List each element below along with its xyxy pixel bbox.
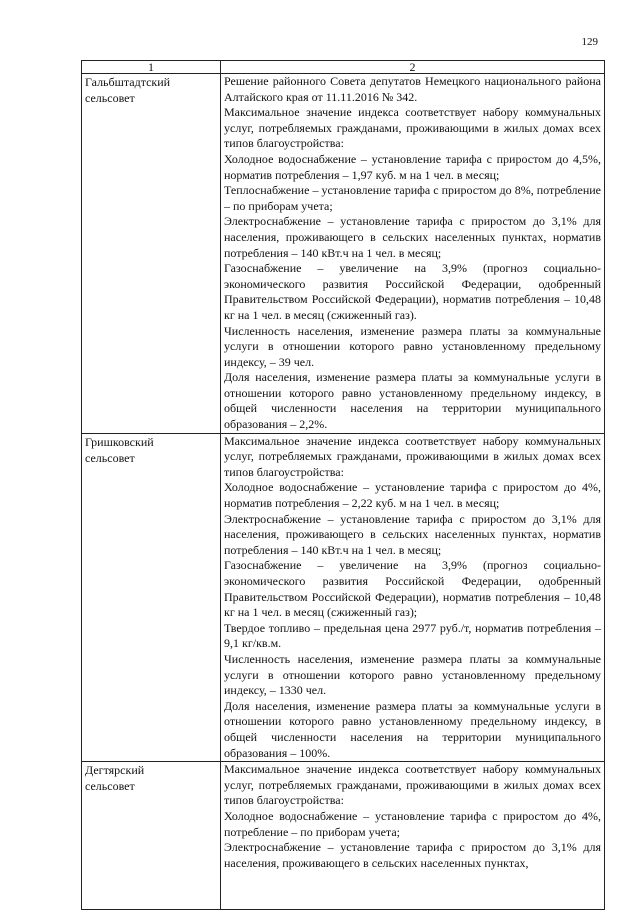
description-paragraph: Газоснабжение – увеличение на 3,9% (прогноз социально-экономического развития Российской Федерации, одобренный Правительством Российской Федерации), норматив потребления – 10,48 кг на 1 чел. в месяц (сжиженный газ);	[224, 558, 601, 620]
description-paragraph: Теплоснабжение – установление тарифа с приростом до 8%, потребление – по приборам учета;	[224, 183, 601, 213]
column-header-1: 1	[82, 61, 221, 74]
description-paragraph: Холодное водоснабжение – установление тарифа с приростом до 4%, потребление – по приборам учета;	[224, 808, 601, 839]
description-paragraph: Доля населения, изменение размера платы за коммунальные услуги в отношении которого равно установленному предельному индексу, в общей численности населения на территории муниципального образования – 2,2%.	[224, 370, 601, 432]
table-header-row	[82, 61, 605, 74]
settlement-name-cell	[82, 762, 221, 910]
settlement-name-cell	[82, 433, 221, 761]
settlement-name-line: Гальбштадтский	[85, 75, 171, 89]
page-number: 129	[581, 36, 598, 48]
description-paragraph: Доля населения, изменение размера платы за коммунальные услуги в отношении которого равно установленному предельному индексу, в общей численности населения на территории муниципального образования – 100%.	[224, 698, 601, 760]
description-paragraph: Максимальное значение индекса соответствует набору коммунальных услуг, потребляемых гражданами, проживающими в жилых домах всех типов благоустройства:	[224, 105, 601, 151]
description-paragraph: Холодное водоснабжение – установление тарифа с приростом до 4%, норматив потребления – 2,22 куб. м на 1 чел. в месяц;	[224, 480, 601, 511]
description-paragraph: Электроснабжение – установление тарифа с приростом до 3,1% для населения, проживающего в сельских населенных пунктах, норматив потребления – 140 кВт.ч на 1 чел. в месяц;	[224, 511, 601, 557]
settlement-description-cell	[221, 433, 605, 761]
description-paragraph: Численность населения, изменение размера платы за коммунальные услуги в отношении которого равно установленному предельному индексу, – 1330 чел.	[224, 651, 601, 698]
settlement-name-line: сельсовет	[85, 779, 135, 794]
settlement-description-cell	[221, 74, 605, 434]
description-paragraph: Электроснабжение – установление тарифа с приростом до 3,1% для населения, проживающего в сельских населенных пунктах,	[224, 840, 601, 870]
description-paragraph: Максимальное значение индекса соответствует набору коммунальных услуг, потребляемых гражданами, проживающими в жилых домах всех типов благоустройства:	[224, 433, 601, 479]
settlement-name-line: сельсовет	[85, 91, 135, 105]
column-header-2: 2	[221, 61, 605, 74]
settlement-name-line: Дегтярский	[85, 763, 145, 778]
settlement-description-cell	[221, 762, 605, 910]
settlement-name-line: Гришковский	[85, 434, 154, 449]
document-table	[81, 60, 605, 910]
description-paragraph: Численность населения, изменение размера платы за коммунальные услуги в отношении которого равно установленному предельному индексу, – 39 чел.	[224, 323, 601, 369]
description-paragraph: Максимальное значение индекса соответствует набору коммунальных услуг, потребляемых гражданами, проживающими в жилых домах всех типов благоустройства:	[224, 762, 601, 808]
settlement-name-line: сельсовет	[85, 450, 135, 465]
continued-content	[224, 762, 601, 909]
table-row	[82, 762, 605, 910]
table-row	[82, 433, 605, 761]
description-paragraph: Электроснабжение – установление тарифа с приростом до 3,1% для населения, проживающего в сельских населенных пунктах, норматив потребления – 140 кВт.ч на 1 чел. в месяц;	[224, 214, 601, 260]
settlement-name-cell	[82, 74, 221, 434]
description-paragraph: Решение районного Совета депутатов Немецкого национального района Алтайского края от 11.11.2016 № 342.	[224, 74, 601, 104]
description-paragraph: Твердое топливо – предельная цена 2977 руб./т, норматив потребления – 9,1 кг/кв.м.	[224, 620, 601, 651]
description-paragraph: Холодное водоснабжение – установление тарифа с приростом до 4,5%, норматив потребления – 1,97 куб. м на 1 чел. в месяц;	[224, 151, 601, 182]
table-row	[82, 74, 605, 434]
description-paragraph: Газоснабжение – увеличение на 3,9% (прогноз социально-экономического развития Российской Федерации, одобренный Правительством Российской Федерации), норматив потребления – 10,48 кг на 1 чел. в месяц (сжиженный газ).	[224, 261, 601, 322]
